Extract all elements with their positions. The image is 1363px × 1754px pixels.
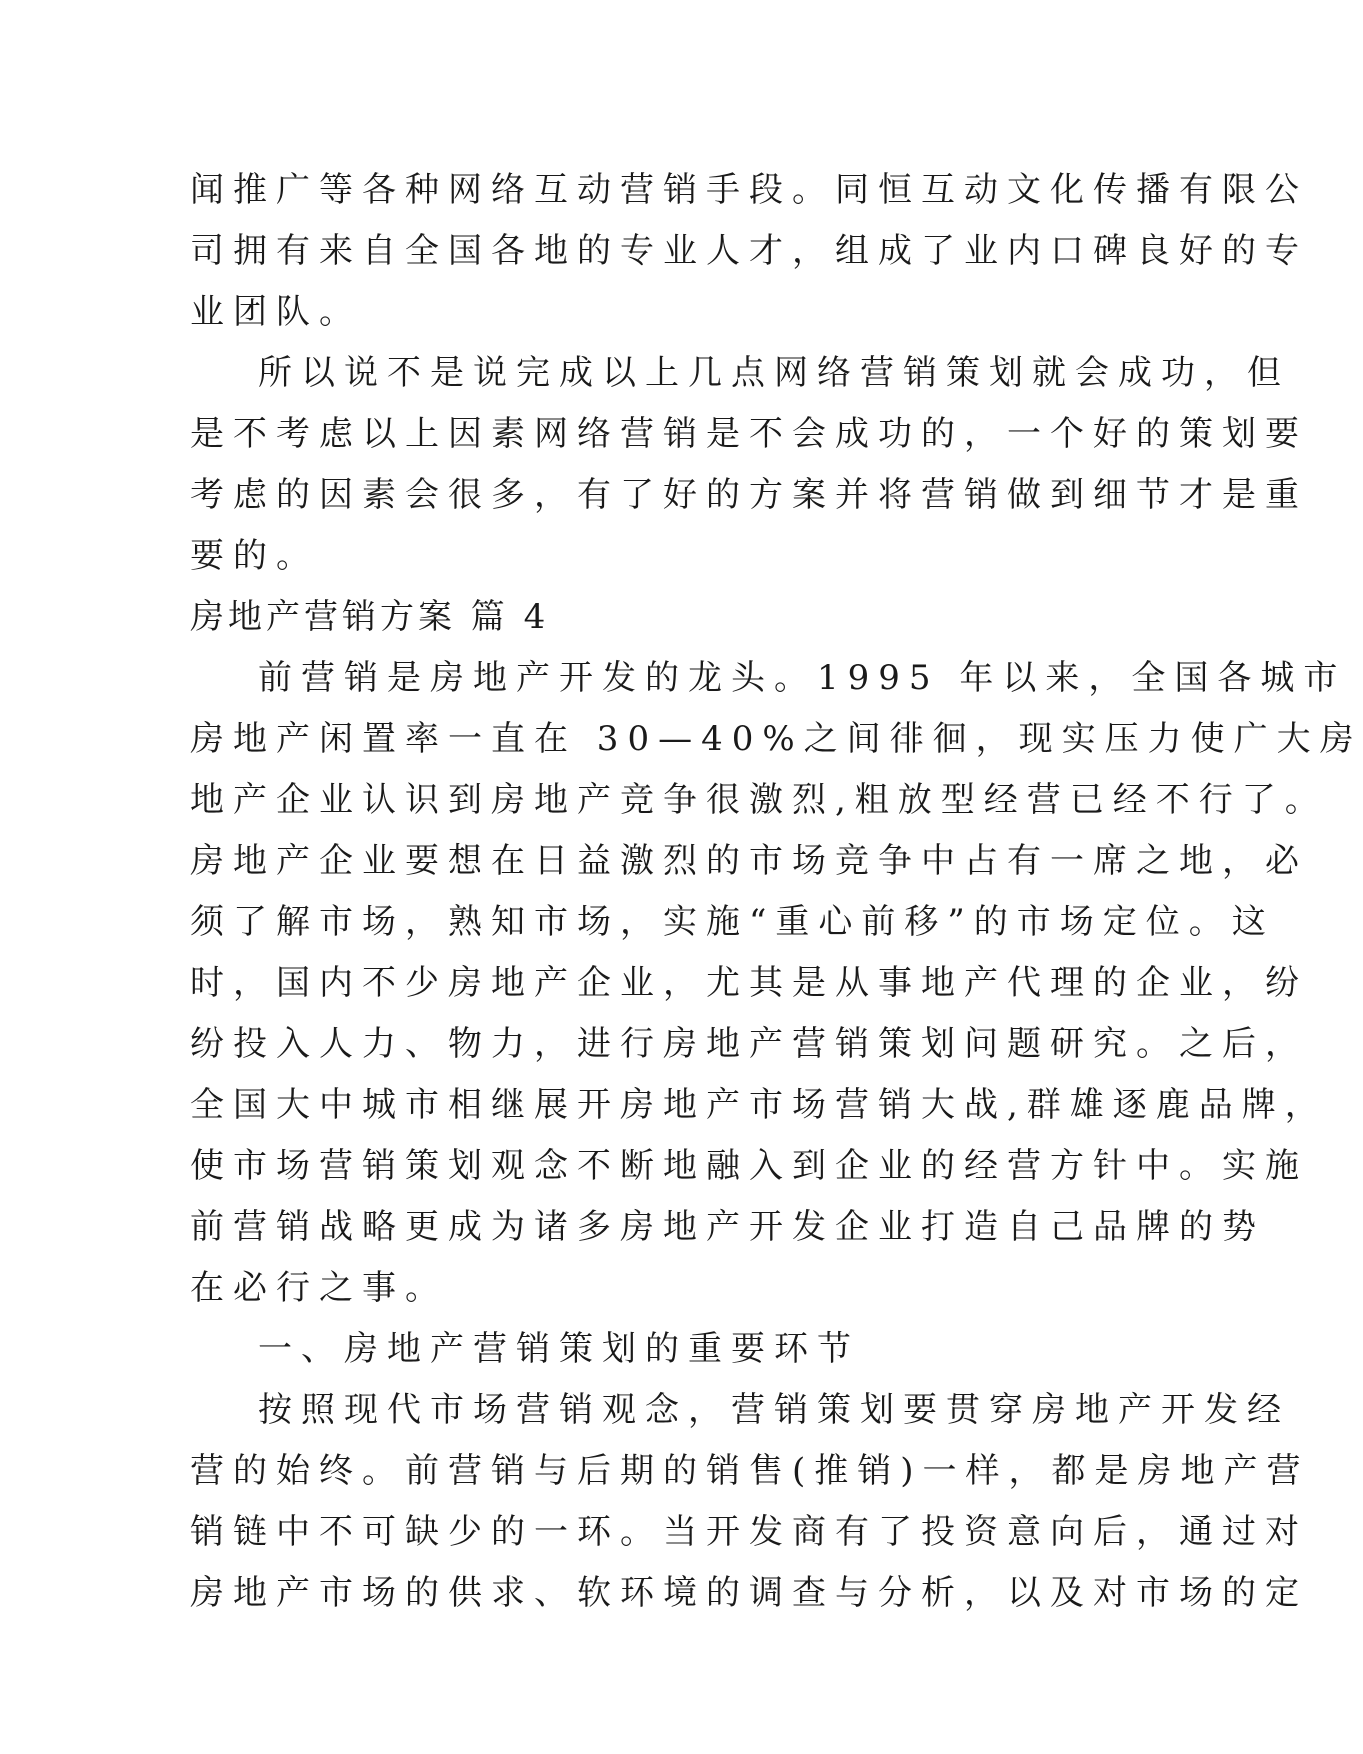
text-line: 按照现代市场营销观念，营销策划要贯穿房地产开发经	[258, 1390, 1290, 1430]
paragraph	[190, 1380, 1310, 1624]
text-line: 时，国内不少房地产企业，尤其是从事地产代理的企业，纷	[190, 963, 1308, 1003]
text-line: 使市场营销策划观念不断地融入到企业的经营方针中。实施	[190, 1146, 1308, 1186]
text-line: 房地产闲置率一直在 30—40%之间徘徊，现实压力使广大房	[190, 719, 1363, 759]
text-line: 前营销战略更成为诸多房地产开发企业打造自己品牌的势	[190, 1207, 1265, 1247]
text-line: 前营销是房地产开发的龙头。1995 年以来，全国各城市	[258, 658, 1347, 698]
document-body	[190, 160, 1363, 1624]
subheading: 一、房地产营销策划的重要环节	[258, 1329, 860, 1369]
text-line: 是不考虑以上因素网络营销是不会成功的，一个好的策划要	[190, 414, 1308, 454]
text-line: 在必行之事。	[190, 1268, 448, 1308]
text-line: 业团队。	[190, 292, 362, 332]
text-line: 要的。	[190, 536, 319, 576]
text-line: 营的始终。前营销与后期的销售(推销)一样，都是房地产营	[190, 1451, 1310, 1491]
paragraph	[190, 160, 1308, 343]
text-line: 销链中不可缺少的一环。当开发商有了投资意向后，通过对	[190, 1512, 1308, 1552]
text-line: 全国大中城市相继展开房地产市场营销大战,群雄逐鹿品牌，	[190, 1085, 1328, 1125]
text-line: 地产企业认识到房地产竞争很激烈,粗放型经营已经不行了。	[190, 780, 1328, 820]
text-line: 须了解市场，熟知市场，实施“重心前移”的市场定位。这	[190, 902, 1275, 942]
text-line: 闻推广等各种网络互动营销手段。同恒互动文化传播有限公	[190, 170, 1308, 210]
text-line: 房地产市场的供求、软环境的调查与分析，以及对市场的定	[190, 1573, 1308, 1613]
section-title: 房地产营销方案 篇 4	[190, 597, 550, 637]
text-line: 房地产企业要想在日益激烈的市场竞争中占有一席之地，必	[190, 841, 1308, 881]
text-line: 司拥有来自全国各地的专业人才，组成了业内口碑良好的专	[190, 231, 1308, 271]
paragraph	[190, 343, 1308, 587]
text-line: 纷投入人力、物力，进行房地产营销策划问题研究。之后，	[190, 1024, 1308, 1064]
text-line: 所以说不是说完成以上几点网络营销策划就会成功，但	[258, 353, 1290, 393]
paragraph	[190, 648, 1363, 1319]
text-line: 考虑的因素会很多，有了好的方案并将营销做到细节才是重	[190, 475, 1308, 515]
